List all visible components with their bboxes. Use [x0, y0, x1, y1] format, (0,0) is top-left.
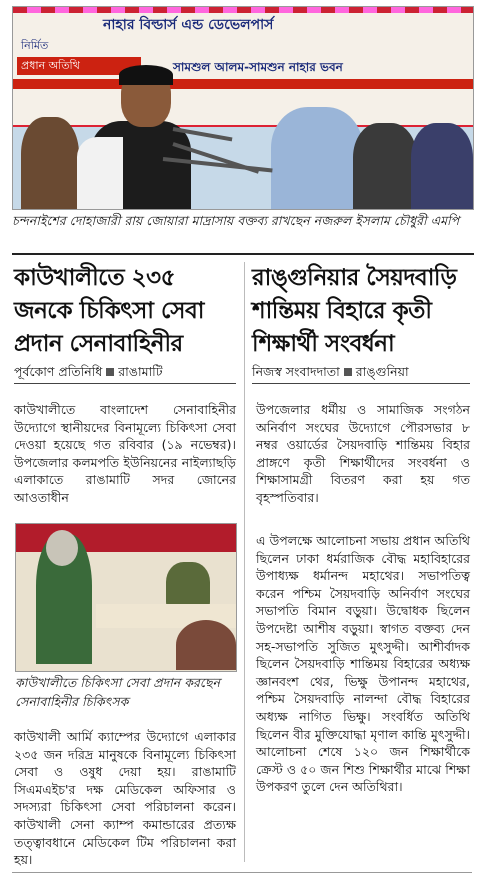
- right-paragraph-2: এ উপলক্ষে আলোচনা সভায় প্রধান অতিথি ছিলেন ঢাকা ধর্মরাজিক বৌদ্ধ মহাবিহারের উপাধ্যক্ষ ধর্মানন্দ মহাথের। সভাপতিত্ব করেন পশ্চিম সৈয়দবাড়ি অনির্বাণ সংঘের সভাপতি বিমান বড়ুয়া। উদ্বোধক ছিলেন উপদেষ্টা আশীষ বড়ুয়া। স্বাগত বক্তব্য দেন সহ-সভাপতি সুজিত মুৎসুদ্দী। আশীর্বাদক ছিলেন সৈয়দবাড়ি শান্তিময় বিহারের অধ্যক্ষ জ্ঞানবংশ থের, ভিক্ষু উপানন্দ মহাথের, পশ্চিম সৈয়দবাড়ি নালন্দা বৌদ্ধ বিহারের অধ্যক্ষ নাগিত ভিক্ষু। সংবর্ধিত অতিথি ছিলেন বীর মুক্তিযোদ্ধা মৃণাল কান্তি মুৎসুদ্দী। আলোচনা শেষে ১২০ জন শিক্ষার্থীকে ক্রেস্ট ও ৫০ জন শিশু শিক্ষার্থীর মাঝে শিক্ষা উপকরণ তুলে দেন অতিথিরা।: [256, 533, 470, 795]
- audience-person: [21, 117, 79, 209]
- audience-person: [411, 123, 473, 209]
- inset-photo-caption: কাউখালীতে চিকিৎসা সেবা প্রদান করছেন সেনাবাহিনীর চিকিৎসক: [15, 675, 220, 709]
- left-headline: কাউখালীতে ২৩৫ জনকে চিকিৎসা সেবা প্রদান সেনাবাহিনীর: [14, 265, 204, 357]
- patient-headscarf: [46, 530, 78, 566]
- child-figure: [176, 620, 236, 670]
- banner-subtitle: নির্মিত: [21, 39, 49, 52]
- byline-source: পূর্বকোণ প্রতিনিধি: [14, 364, 103, 379]
- banner-tag: প্রধান অতিথি: [17, 57, 141, 75]
- byline-place: রাঙ্গুনিয়া: [355, 364, 409, 379]
- section-divider: [12, 253, 474, 255]
- right-byline: [252, 364, 409, 380]
- square-bullet-icon: [344, 368, 352, 376]
- audience-person: [271, 107, 363, 209]
- byline-underline: [252, 383, 470, 384]
- banner-title: নাহার বিল্ডার্স এন্ড ডেভেলপার্স: [103, 17, 274, 33]
- bottom-rule: [12, 872, 472, 873]
- byline-underline: [14, 383, 236, 384]
- left-paragraph-1: কাউখালীতে বাংলাদেশ সেনাবাহিনীর উদ্যোগে স্থানীয়দের বিনামূল্যে চিকিৎসা সেবা দেওয়া হয়েছে গত রবিবার (১৯ নভেম্বর)। উপজেলার কলমপতি ইউনিয়নের নাইল্যাছড়ি এলাকাতে রাঙামাটি সদর জোনের আওতাধীন: [14, 402, 236, 505]
- byline-source: নিজস্ব সংবাদদাতা: [252, 364, 340, 379]
- left-byline: [14, 364, 163, 380]
- right-paragraph-1: উপজেলার ধর্মীয় ও সামাজিক সংগঠন অনির্বাণ সংঘের উদ্যোগে পৌরসভার ৮ নম্বর ওয়ার্ডের সৈয়দবাড়ি শান্তিময় বিহার প্রাঙ্গণে কৃতী শিক্ষার্থীদের সংবর্ধনা ও শিক্ষাসামগ্রী বিতরণ করা হয় গত বৃহস্পতিবার।: [256, 402, 470, 505]
- left-paragraph-2: কাউখালী আর্মি ক্যাম্পের উদ্যোগে এলাকার ২৩৫ জন দরিদ্র মানুষকে বিনামূল্যে চিকিৎসা সেবা ও ওষুধ দেয়া হয়। রাঙামাটি সিএমএইচ'র দক্ষ মেডিকেল অফিসার ও সদস্যরা চিকিৎসা সেবা পরিচালনা করেন। কাউখালী সেনা ক্যাম্প কমান্ডারের প্রত্যক্ষ তত্ত্বাবধানে মেডিকেল টিম পরিচালনা করা হয়।: [14, 729, 236, 868]
- top-news-photo: [12, 6, 474, 210]
- column-divider: [244, 262, 245, 862]
- medical-camp-photo: [15, 523, 237, 672]
- byline-place: রাঙামাটি: [118, 364, 163, 379]
- audience-person: [353, 123, 417, 209]
- banner-building-name: সামশুল আলম-সামশুন নাহার ভবন: [173, 60, 343, 74]
- speaker-figure: [73, 67, 183, 209]
- square-bullet-icon: [106, 368, 114, 376]
- top-photo-caption: চন্দনাইশের দোহাজারী রায় জোয়ারা মাদ্রাসায় বক্তব্য রাখছেন নজরুল ইসলাম চৌধুরী এমপি: [12, 213, 460, 228]
- right-headline: রাঙ্গুনিয়ার সৈয়দবাড়ি শান্তিময় বিহারে কৃতী শিক্ষার্থী সংবর্ধনা: [252, 265, 457, 357]
